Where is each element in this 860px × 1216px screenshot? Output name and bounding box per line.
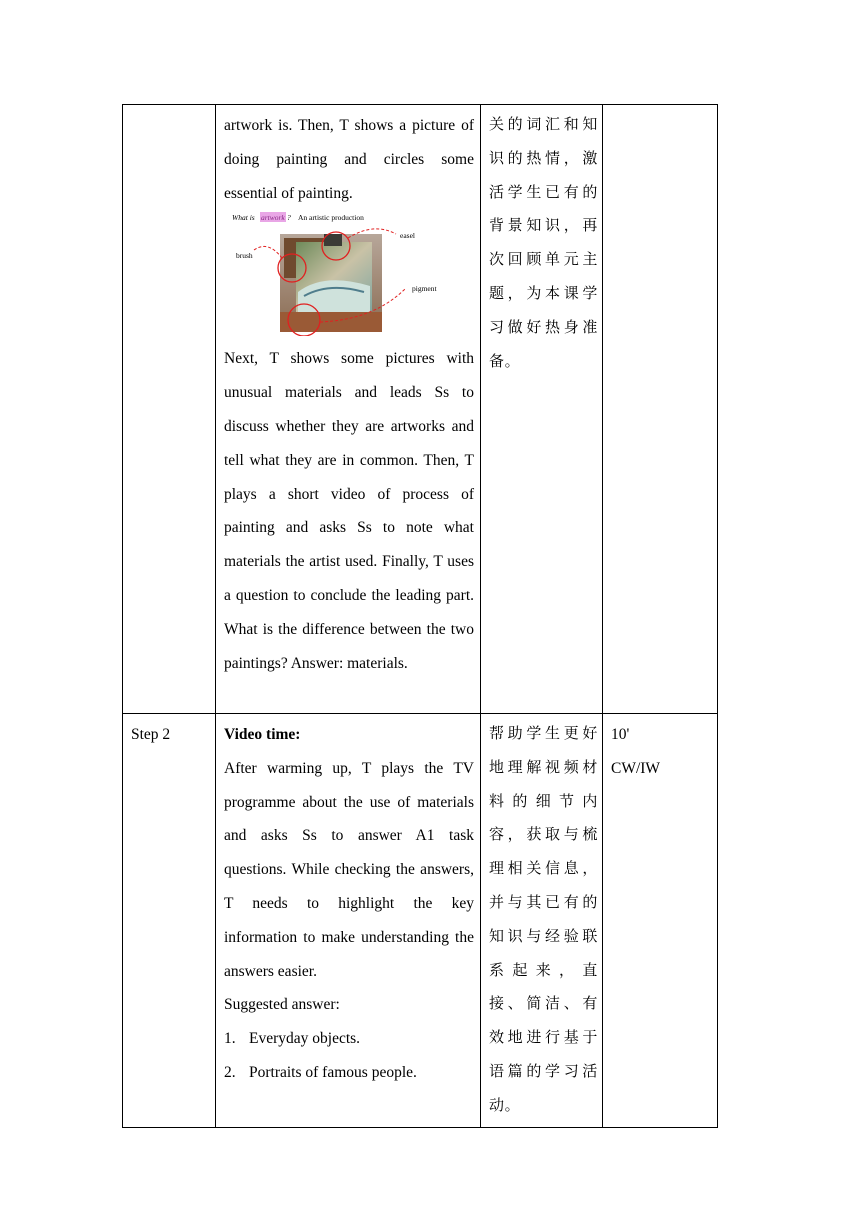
step-label xyxy=(123,105,215,113)
painting-photo xyxy=(280,234,382,332)
step-cell xyxy=(123,714,216,1128)
list-text: Portraits of famous people. xyxy=(249,1063,417,1081)
suggested-answer-label: Suggested answer: xyxy=(224,996,340,1014)
time-cell xyxy=(603,105,718,714)
table-row xyxy=(123,105,718,714)
mode-text: CW/IW xyxy=(611,759,661,777)
activity-cell xyxy=(216,105,481,714)
list-item xyxy=(224,1056,474,1090)
activity-title: Video time: xyxy=(224,726,301,743)
figure-question-suffix: ? xyxy=(287,213,291,223)
figure-annotations xyxy=(224,212,474,336)
table-row xyxy=(123,714,718,1128)
activity-cell xyxy=(216,714,481,1128)
purpose-text: 关的词汇和知识的热情，激活学生已有的背景知识，再次回顾单元主题，为本课学习做好热身准备。 xyxy=(489,115,598,370)
figure-question-prefix: What is xyxy=(232,213,255,223)
list-number: 2. xyxy=(224,1063,236,1081)
purpose-cell xyxy=(481,105,603,714)
painting-figure xyxy=(224,212,474,336)
activity-text: After warming up, T plays the TV programme about the use of materials and asks Ss to answer A1 task questions. While checking the answers, T needs to highlight the key information to make understanding the answers easier. xyxy=(224,759,474,980)
time-text: 10' xyxy=(611,726,630,743)
activity-text-continued: Next, T shows some pictures with unusual materials and leads Ss to discuss whether they are artworks and tell what they are in common. Then, T plays a short video of process of painting and asks Ss to note what materials the artist used. Finally, T uses a question to conclude the leading part. What is the difference between the two paintings? Answer: materials. xyxy=(224,350,474,672)
step-cell xyxy=(123,105,216,714)
purpose-text: 帮助学生更好地理解视频材料的细节内容，获取与梳理相关信息，并与其已有的知识与经验联系起来，直接、简洁、有效地进行基于语篇的学习活动。 xyxy=(489,724,598,1114)
brush-label: brush xyxy=(236,251,253,261)
list-number: 1. xyxy=(224,1030,236,1048)
svg-text:What is xyxy=(232,213,255,222)
time-text xyxy=(603,105,717,113)
purpose-cell xyxy=(481,714,603,1128)
lesson-plan-table xyxy=(122,104,718,1128)
answer-list xyxy=(224,1022,474,1090)
list-text: Everyday objects. xyxy=(249,1030,361,1048)
easel-label: easel xyxy=(400,231,415,241)
figure-answer: An artistic production xyxy=(298,213,364,223)
pigment-label: pigment xyxy=(412,284,437,294)
list-item xyxy=(224,1022,474,1056)
figure-question-highlight: artwork xyxy=(261,213,285,223)
activity-text: artwork is. Then, T shows a picture of doing painting and circles some essential of painting. xyxy=(224,117,474,202)
step-label: Step 2 xyxy=(131,726,171,743)
time-cell xyxy=(603,714,718,1128)
